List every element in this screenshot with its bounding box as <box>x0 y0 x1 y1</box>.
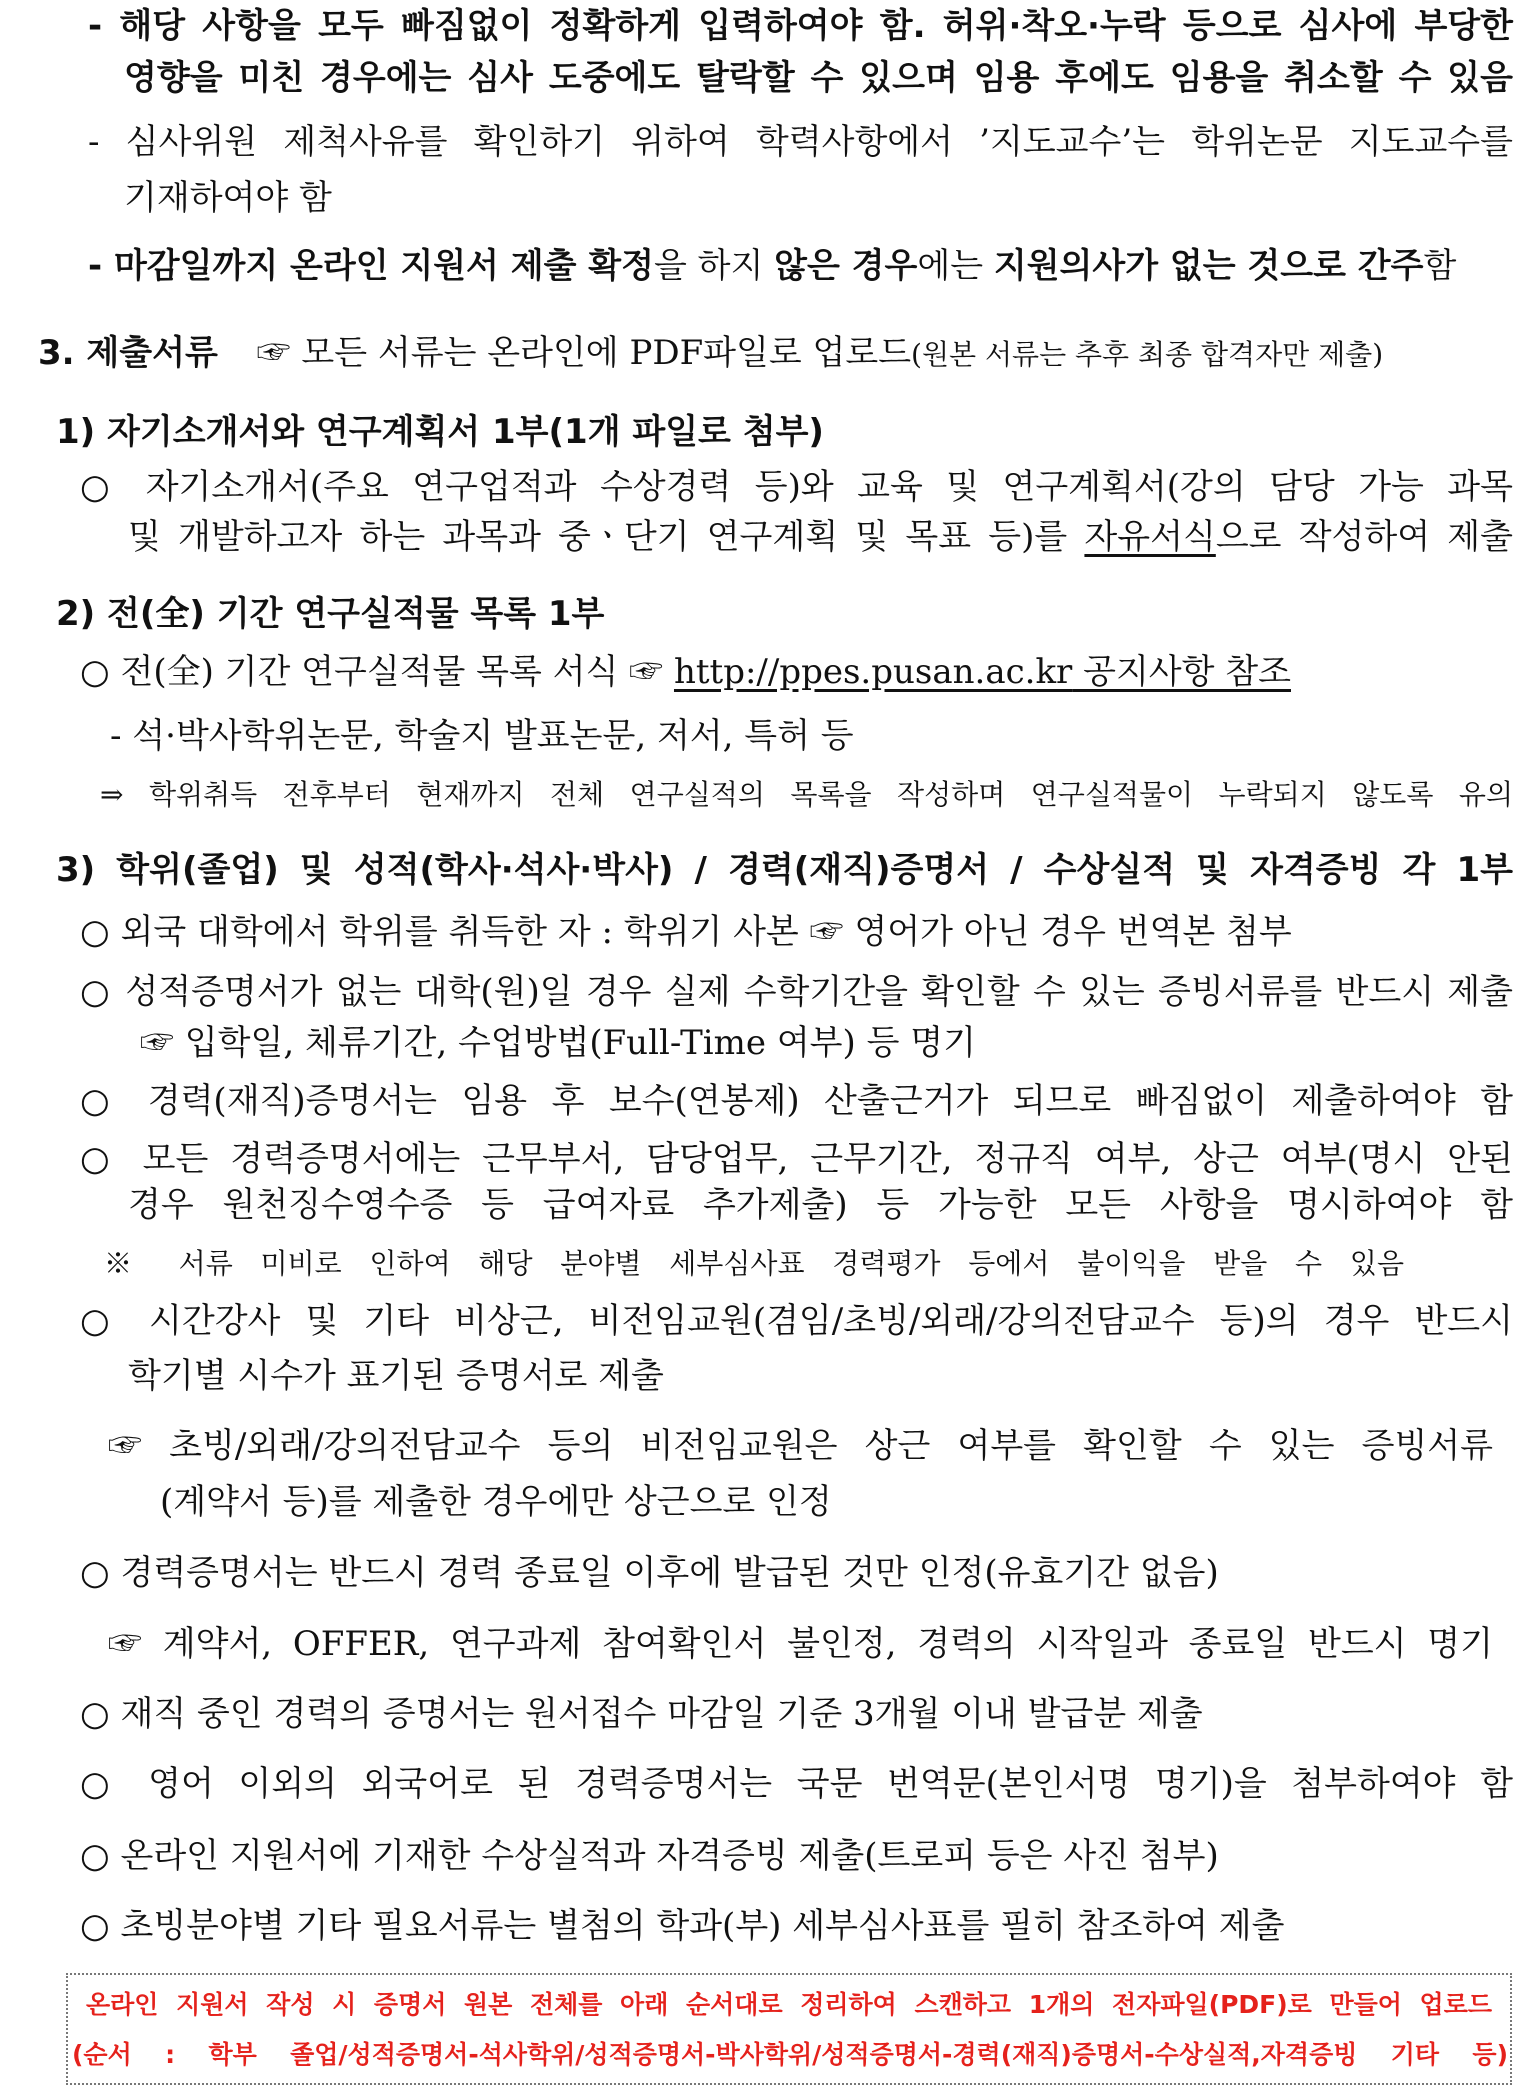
section3-note-paren: (원본 서류는 추후 최종 합격자만 제출) <box>911 338 1384 371</box>
intro-line-1: - 해당 사항을 모두 빠짐없이 정확하게 입력하여야 함. 허위·착오·누락 등으로 심사에 부당한 <box>88 6 1513 46</box>
sub3-item-17: ○ 초빙분야별 기타 필요서류는 별첨의 학과(부) 세부심사표를 필히 참조하여 제출 <box>80 1906 1285 1946</box>
intro-line-3: - 심사위원 제척사유를 확인하기 위하여 학력사항에서 ’지도교수’는 학위논문 지도교수를 <box>88 122 1513 162</box>
ppes-link[interactable]: http://ppes.pusan.ac.kr <box>673 652 1073 692</box>
intro-line-4: 기재하여야 함 <box>124 178 332 218</box>
sub3-item-8: ○ 시간강사 및 기타 비상근, 비전임교원(겸임/초빙/외래/강의전담교수 등)의 경우 반드시 <box>80 1301 1513 1341</box>
sub3-item-12: ○ 경력증명서는 반드시 경력 종료일 이후에 발급된 것만 인정(유효기간 없음) <box>80 1553 1219 1593</box>
sub1-l2-a: 및 개발하고자 하는 과목과 중ㆍ단기 연구계획 및 목표 등)를 <box>128 517 1085 557</box>
sub3-item-3: ☞ 입학일, 체류기간, 수업방법(Full-Time 여부) 등 명기 <box>140 1023 976 1063</box>
sub3-item-7: ※ 서류 미비로 인하여 해당 분야별 세부심사표 경력평가 등에서 불이익을 받을 수 있음 <box>104 1247 1404 1280</box>
intro-l5-a: - 마감일까지 온라인 지원서 제출 확정 <box>88 246 654 286</box>
sub3-item-1: ○ 외국 대학에서 학위를 취득한 자 : 학위기 사본 ☞ 영어가 아닌 경우 번역본 첨부 <box>80 912 1292 952</box>
sub2-line-1 <box>80 650 1291 694</box>
section3-note: 모든 서류는 온라인에 PDF파일로 업로드 <box>301 333 912 373</box>
notice-line-1: 온라인 지원서 작성 시 증명서 원본 전체를 아래 순서대로 정리하여 스캔하고 1개의 전자파일(PDF)로 만들어 업로드 <box>86 1990 1492 2019</box>
intro-line-2: 영향을 미친 경우에는 심사 도중에도 탈락할 수 있으며 임용 후에도 임용을 취소할 수 있음 <box>124 58 1513 98</box>
sub3-item-15: ○ 영어 이외의 외국어로 된 경력증명서는 국문 번역문(본인서명 명기)을 첨부하여야 함 <box>80 1764 1513 1804</box>
intro-l5-e: 지원의사가 없는 것으로 간주 <box>993 246 1424 286</box>
sub3-item-11: (계약서 등)를 제출한 경우에만 상근으로 인정 <box>160 1482 832 1522</box>
intro-l5-b: 을 하지 <box>653 246 775 286</box>
sub3-item-4: ○ 경력(재직)증명서는 임용 후 보수(연봉제) 산출근거가 되므로 빠짐없이 제출하여야 함 <box>80 1081 1513 1121</box>
sub3-item-16: ○ 온라인 지원서에 기재한 수상실적과 자격증빙 제출(트로피 등은 사진 첨부) <box>80 1836 1219 1876</box>
notice-line-2: (순서 : 학부 졸업/성적증명서-석사학위/성적증명서-박사학위/성적증명서-경력(재직)증명서-수상실적,자격증빙 기타 등) <box>72 2040 1508 2069</box>
sub2-line-3: ⇒ 학위취득 전후부터 현재까지 전체 연구실적의 목록을 작성하며 연구실적물이 누락되지 않도록 유의 <box>100 778 1513 811</box>
sub1-line-2 <box>128 515 1513 559</box>
sub3-item-6: 경우 원천징수영수증 등 급여자료 추가제출) 등 가능한 모든 사항을 명시하여야 함 <box>128 1185 1513 1225</box>
intro-line-5 <box>88 244 1456 288</box>
sub3-item-9: 학기별 시수가 표기된 증명서로 제출 <box>128 1356 664 1396</box>
sub2-l1-a: ○ 전(全) 기간 연구실적물 목록 서식 ☞ <box>80 652 674 692</box>
intro-l5-f: 함 <box>1423 246 1457 286</box>
sub3-item-13: ☞ 계약서, OFFER, 연구과제 참여확인서 불인정, 경력의 시작일과 종료일 반드시 명기 <box>108 1624 1493 1664</box>
sub3-item-10: ☞ 초빙/외래/강의전담교수 등의 비전임교원은 상근 여부를 확인할 수 있는 증빙서류 <box>108 1426 1493 1466</box>
sub1-l2-underlined: 자유서식 <box>1084 517 1216 557</box>
sub1-line-1: ○ 자기소개서(주요 연구업적과 수상경력 등)와 교육 및 연구계획서(강의 담당 가능 과목 <box>80 467 1513 507</box>
sub2-heading: 2) 전(全) 기간 연구실적물 목록 1부 <box>56 594 605 634</box>
sub1-heading: 1) 자기소개서와 연구계획서 1부(1개 파일로 첨부) <box>56 412 824 452</box>
section3-header <box>38 331 1383 377</box>
sub3-item-14: ○ 재직 중인 경력의 증명서는 원서접수 마감일 기준 3개월 이내 발급분 제출 <box>80 1694 1203 1734</box>
intro-l5-d: 에는 <box>917 246 994 286</box>
sub2-l1-b: 공지사항 참조 <box>1072 652 1291 692</box>
upload-notice-box <box>66 1973 1512 2085</box>
sub1-l2-c: 으로 작성하여 제출 <box>1215 517 1513 557</box>
sub3-item-5: ○ 모든 경력증명서에는 근무부서, 담당업무, 근무기간, 정규직 여부, 상근 여부(명시 안된 <box>80 1139 1513 1179</box>
intro-l5-c: 않은 경우 <box>774 246 918 286</box>
pointing-hand-icon: ☞ <box>256 333 291 373</box>
sub3-item-2: ○ 성적증명서가 없는 대학(원)일 경우 실제 수학기간을 확인할 수 있는 증빙서류를 반드시 제출 <box>80 972 1513 1012</box>
section3-title: 3. 제출서류 <box>38 333 218 373</box>
sub3-heading: 3) 학위(졸업) 및 성적(학사·석사·박사) / 경력(재직)증명서 / 수상실적 및 자격증빙 각 1부 <box>56 850 1513 890</box>
sub2-line-2: - 석·박사학위논문, 학술지 발표논문, 저서, 특허 등 <box>110 716 854 756</box>
